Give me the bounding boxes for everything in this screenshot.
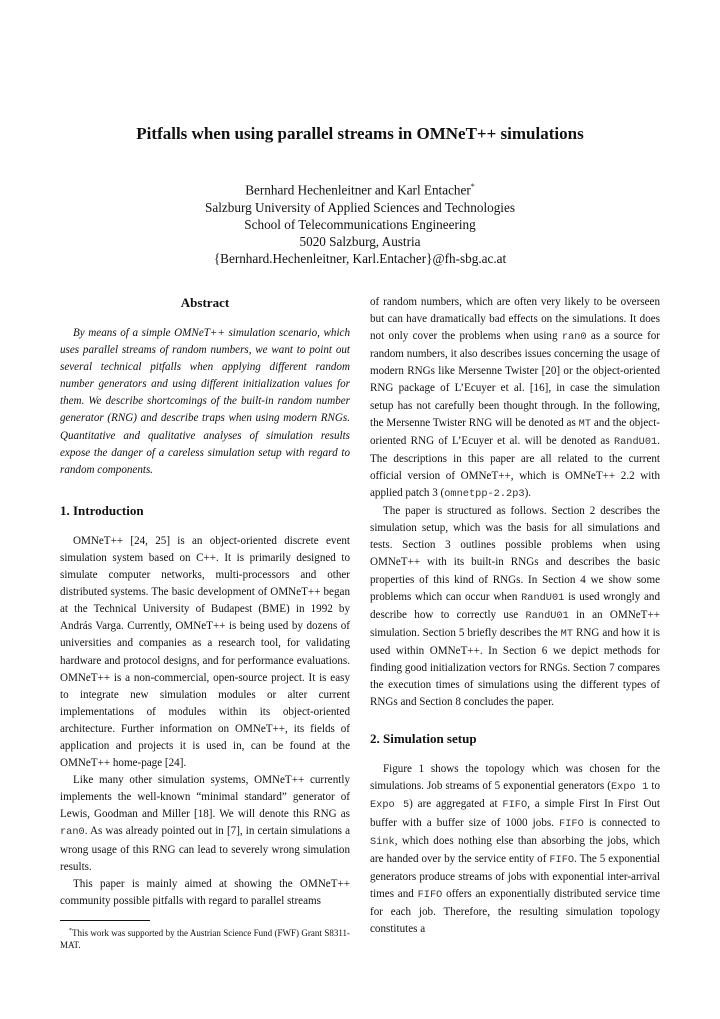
text-run: of random numbers, which are often very likely to be overseen but can have dramatically bad effects on the simulations. It does not only cover the problems when using xyxy=(370,296,660,343)
footnote-rule xyxy=(60,920,150,921)
setup-paragraph-1 xyxy=(370,761,660,938)
text-run: Like many other simulation systems, OMNeT++ currently implements the well-known “minimal standard” generator of Lewis, Goodman and Miller [18]. We will denote this RNG as xyxy=(60,774,350,821)
code-fifo: FIFO xyxy=(417,888,443,901)
intro-paragraph-structure xyxy=(370,503,660,711)
intro-paragraph-1: OMNeT++ [24, 25] is an object-oriented discrete event simulation system based on C++. It is primarily designed to simulate computer networks, multi-processors and other distributed systems. The basic development of OMNeT++ began at the Technical University of Budapest (BME) in 1992 by András Varga. Currently, OMNeT++ is being used by dozens of universities and companies as a research tool, for validating hardware and protocol designs, and for performance evaluations. OMNeT++ is a non-commercial, open-source project. It is easy to integrate new simulation modules or alter current implementations of modules within its object-oriented architecture. Further information on OMNeT++, its fields of application and projects it is used in, can be found at the OMNeT++ home-page [24]. xyxy=(60,534,350,770)
intro-paragraph-3: This paper is mainly aimed at showing the OMNeT++ community possible pitfalls with regard to parallel streams xyxy=(60,877,350,907)
code-randu01: RandU01 xyxy=(521,591,565,604)
affiliation-city: 5020 Salzburg, Austria xyxy=(299,234,421,249)
text-run: . The 5 exponential generators produce streams of jobs with exponential inter-arrival times and xyxy=(370,852,660,900)
footnote-text: This work was supported by the Austrian Science Fund (FWF) Grant S8311-MAT. xyxy=(60,927,350,950)
code-ran0: ran0 xyxy=(561,331,587,344)
footnote-marker: * xyxy=(470,182,475,191)
code-ran0: ran0 xyxy=(60,826,85,839)
text-run: , a simple First In First Out buffer with a buffer size of 1000 jobs. xyxy=(370,798,661,829)
left-column xyxy=(60,294,350,951)
intro-paragraph-2 xyxy=(60,772,350,876)
code-expo5: Expo 5 xyxy=(370,799,410,812)
text-run: as a source for random numbers, it also describes issues concerning the usage of modern RNGs like Mersenne Twister [20] or the object-oriented RNG package of L’Ecuyer et al. [16], in case the simulation setup has not carefully been thought through. In the following, the Mersenne Twister RNG will be denoted as xyxy=(370,330,661,429)
text-run: is connected to xyxy=(583,816,661,829)
text-run: to xyxy=(648,780,660,793)
footnote xyxy=(60,925,350,951)
text-run: ). xyxy=(524,487,532,500)
code-fifo: FIFO xyxy=(502,799,528,812)
code-randu01: RandU01 xyxy=(613,435,658,448)
code-expo1: Expo 1 xyxy=(610,781,649,794)
section-heading-introduction: 1. Introduction xyxy=(60,502,144,518)
text-run: Figure 1 shows the topology which was chosen for the simulations. Job streams of 5 exponential generators ( xyxy=(370,763,660,793)
author-block xyxy=(0,178,720,267)
abstract-text: By means of a simple OMNeT++ simulation scenario, which uses parallel streams of random numbers, we want to point out several technical pitfalls when applying different random number generators and using different initialization values for them. We describe shortcomings of the built-in random number generator (RNG) and describe traps when using modern RNGs. Quantitative and qualitative analyses of simulation results expose the danger of a careless simulation setup with regard to random components. xyxy=(60,327,350,476)
code-randu01: RandU01 xyxy=(525,609,569,622)
author-names-text: Bernhard Hechenleitner and Karl Entacher xyxy=(245,182,471,198)
intro-paragraph-3-continued xyxy=(370,294,660,503)
text-run: . The descriptions in this paper are all related to the current official version of OMNeT++, which is OMNeT++ 2.2 with applied patch 3 ( xyxy=(370,434,660,500)
code-mt: MT xyxy=(560,627,574,640)
code-mt: MT xyxy=(578,417,592,430)
text-run: offers an exponentially distributed service time for each job. Therefore, the resulting simulation topology constitutes a xyxy=(370,887,660,936)
affiliation-school: School of Telecommunications Engineering xyxy=(244,216,476,232)
affiliation-university: Salzburg University of Applied Sciences and Technologies xyxy=(205,199,515,215)
author-names xyxy=(0,178,720,199)
section-heading-simulation-setup: 2. Simulation setup xyxy=(370,731,477,747)
paper-title: Pitfalls when using parallel streams in OMNeT++ simulations xyxy=(136,124,584,143)
text-run: The paper is structured as follows. Section 2 describes the simulation setup, which was the basis for all simulations and tests. Section 3 outlines possible problems when using OMNeT++ with its built-in RNGs and describes the basic properties of this kind of RNGs. In Section 4 we show some problems which can occur when xyxy=(370,505,660,603)
text-run: . As was already pointed out in [7], in certain simulations a wrong usage of this RNG can lead to severely wrong simulation results. xyxy=(60,825,350,873)
code-patch-version: omnetpp-2.2p3 xyxy=(444,488,525,501)
code-fifo: FIFO xyxy=(549,853,575,866)
text-run: and the object-oriented RNG of L’Ecuyer et al. will be denoted as xyxy=(370,416,660,447)
code-fifo: FIFO xyxy=(559,817,584,830)
text-run: in an OMNeT++ simulation. Section 5 briefly describes the xyxy=(370,608,660,639)
footnote-marker: * xyxy=(69,927,72,934)
text-run: is used wrongly and describe how to correctly use xyxy=(370,590,660,621)
right-column xyxy=(370,294,660,938)
author-emails: {Bernhard.Hechenleitner, Karl.Entacher}@fh-sbg.ac.at xyxy=(213,251,507,267)
code-sink: Sink xyxy=(370,835,395,848)
abstract-heading: Abstract xyxy=(180,295,230,310)
text-run: RNG and how it is used within OMNeT++. In Section 6 we depict methods for finding good initialization vectors for RNGs. Section 7 compares the execution times of simulations using the different types of RNGs and Section 8 concludes the paper. xyxy=(370,626,660,709)
text-run: ) are aggregated at xyxy=(409,798,503,811)
text-run: , which does nothing else than absorbing the jobs, which are handed over by the service entity of xyxy=(370,834,660,865)
